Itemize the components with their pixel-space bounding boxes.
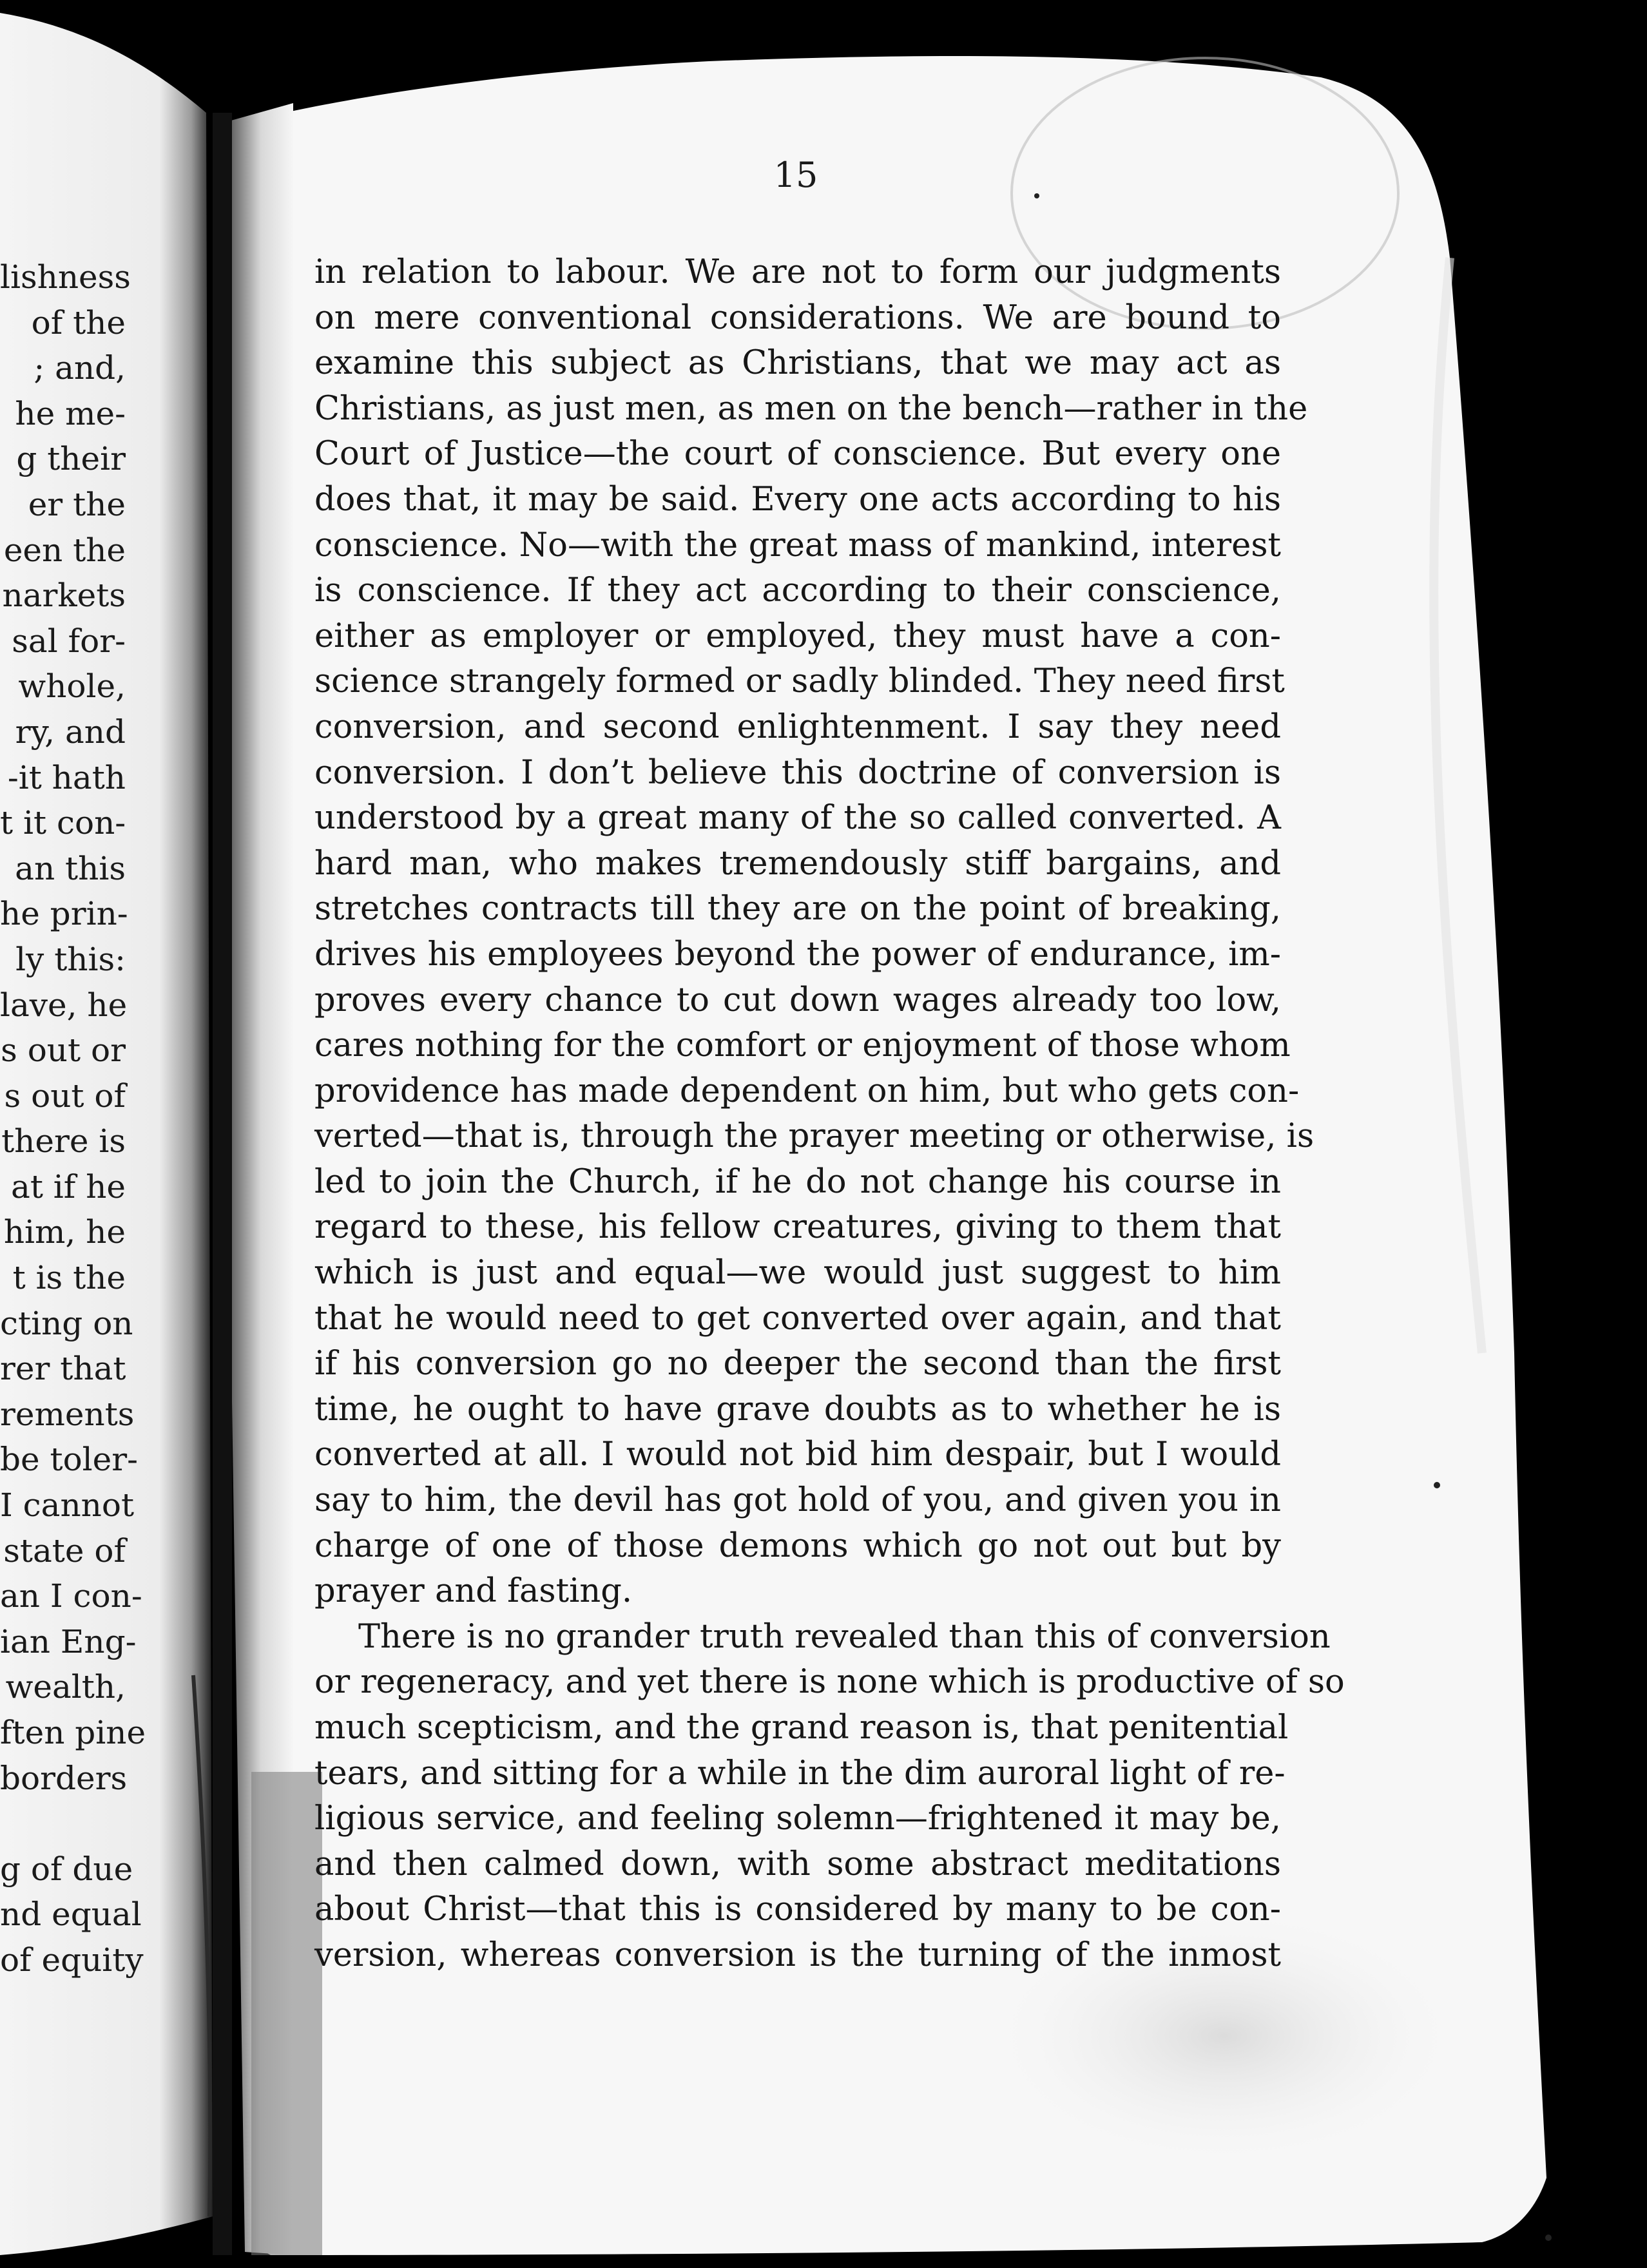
- body-text-line: and then calmed down, with some abstract meditations: [314, 1845, 1281, 1883]
- body-text-line: which is just and equal—we would just suggest to him: [314, 1254, 1281, 1293]
- body-text-line: say to him, the devil has got hold of you, and given you in: [314, 1481, 1281, 1520]
- left-page-line: nd equal: [0, 1896, 142, 1934]
- left-page-line: state of: [3, 1532, 126, 1570]
- body-text-line: that he would need to get converted over again, and that: [314, 1299, 1281, 1338]
- body-text-line: drives his employees beyond the power of endurance, im-: [314, 935, 1281, 974]
- body-text-line: much scepticism, and the grand reason is, that penitential: [314, 1709, 1289, 1747]
- left-page-line: whole,: [18, 668, 126, 706]
- left-page-line: narkets: [2, 577, 126, 615]
- left-page-line: s out of: [4, 1077, 126, 1115]
- body-text-line: is conscience. If they act according to their conscience,: [314, 572, 1281, 610]
- body-text-line: ligious service, and feeling solemn—frightened it may be,: [314, 1800, 1281, 1838]
- body-text-line: if his conversion go no deeper the second than the first: [314, 1345, 1281, 1383]
- left-page-line: be toler-: [0, 1441, 139, 1479]
- body-text-line: providence has made dependent on him, but who gets con-: [314, 1072, 1300, 1110]
- body-text-line: time, he ought to have grave doubts as to whether he is: [314, 1390, 1281, 1428]
- body-text-line: in relation to labour. We are not to form our judgments: [314, 253, 1281, 291]
- left-page-line: cting on: [0, 1304, 133, 1342]
- left-page-line: ian Eng-: [0, 1622, 137, 1660]
- left-page-line: him, he: [3, 1213, 126, 1251]
- body-text-line: or regeneracy, and yet there is none which is productive of so: [314, 1663, 1345, 1702]
- left-page-line: of equity: [0, 1941, 144, 1979]
- speck-mark: [1434, 1482, 1440, 1488]
- left-page-line: at if he: [11, 1168, 126, 1206]
- left-page-line: of the: [31, 303, 126, 341]
- body-text-line: conversion. I don’t believe this doctrine of conversion is: [314, 753, 1281, 792]
- left-page-line: wealth,: [5, 1668, 126, 1706]
- left-page-line: g of due: [0, 1850, 133, 1888]
- left-page-line: sal for-: [12, 622, 126, 660]
- body-text-line: led to join the Church, if he do not change his course in: [314, 1162, 1281, 1201]
- body-text-line: examine this subject as Christians, that we may act as: [314, 344, 1281, 383]
- body-text-line: verted—that is, through the prayer meeting or otherwise, is: [314, 1117, 1315, 1156]
- left-page-line: an I con-: [0, 1577, 142, 1615]
- left-page-line: rer that: [0, 1350, 126, 1388]
- left-page-line: ften pine: [0, 1714, 146, 1751]
- left-page-line: he prin-: [0, 895, 128, 933]
- body-text-line: version, whereas conversion is the turning of the inmost: [314, 1936, 1281, 1974]
- left-page-line: borders: [0, 1759, 128, 1797]
- body-text-line: on mere conventional considerations. We are bound to: [314, 298, 1281, 337]
- page-body-text: [314, 250, 1345, 1979]
- body-text-line: either as employer or employed, they must have a con-: [314, 617, 1281, 655]
- left-page-line: een the: [3, 531, 126, 569]
- body-text-line: understood by a great many of the so called converted. A: [314, 799, 1281, 838]
- page-number: 15: [773, 155, 818, 195]
- left-page-line: er the: [28, 485, 126, 523]
- body-text-line: hard man, who makes tremendously stiff bargains, and: [314, 844, 1281, 883]
- left-page-line: -it hath: [7, 758, 126, 796]
- left-page-line: ly this:: [15, 940, 126, 978]
- left-page-line: there is: [1, 1122, 126, 1160]
- body-text-line: conscience. No—with the great mass of mankind, interest: [314, 526, 1281, 564]
- body-text-line: There is no grander truth revealed than this of conversion: [358, 1617, 1331, 1656]
- body-text-line: Christians, as just men, as men on the bench—rather in the: [314, 389, 1308, 428]
- left-page-line: rements: [0, 1395, 135, 1433]
- body-text-line: science strangely formed or sadly blinded. They need first: [314, 662, 1285, 701]
- left-page-line: I cannot: [0, 1486, 135, 1524]
- body-text-line: proves every chance to cut down wages already too low,: [314, 981, 1281, 1019]
- left-page-line: lishness: [0, 258, 131, 296]
- left-page-line: s out or: [1, 1032, 126, 1070]
- left-page-line: t it con-: [0, 804, 126, 842]
- speck-mark: [1545, 2234, 1552, 2241]
- body-text-line: prayer and fasting.: [314, 1572, 633, 1611]
- body-text-line: regard to these, his fellow creatures, giving to them that: [314, 1208, 1281, 1247]
- body-text-line: Court of Justice—the court of conscience. But every one: [314, 435, 1281, 474]
- speck-mark: [1034, 193, 1039, 198]
- body-text-line: converted at all. I would not bid him despair, but I would: [314, 1436, 1281, 1474]
- body-text-line: tears, and sitting for a while in the dim auroral light of re-: [314, 1754, 1286, 1792]
- left-page-line: ; and,: [34, 349, 126, 387]
- left-page-line: an this: [15, 849, 126, 887]
- body-text-line: about Christ—that this is considered by many to be con-: [314, 1890, 1281, 1929]
- body-text-line: does that, it may be said. Every one acts according to his: [314, 480, 1281, 519]
- left-page-line: ry, and: [15, 713, 126, 751]
- left-page-line: he me-: [15, 394, 126, 432]
- left-page-line: t is the: [12, 1259, 126, 1297]
- left-page-line: g their: [16, 440, 126, 478]
- body-text-line: conversion, and second enlightenment. I say they need: [314, 707, 1281, 746]
- body-text-line: charge of one of those demons which go not out but by: [314, 1526, 1281, 1565]
- body-text-line: stretches contracts till they are on the point of breaking,: [314, 890, 1281, 928]
- left-page-line: lave, he: [0, 986, 128, 1024]
- body-text-line: cares nothing for the comfort or enjoyment of those whom: [314, 1026, 1291, 1065]
